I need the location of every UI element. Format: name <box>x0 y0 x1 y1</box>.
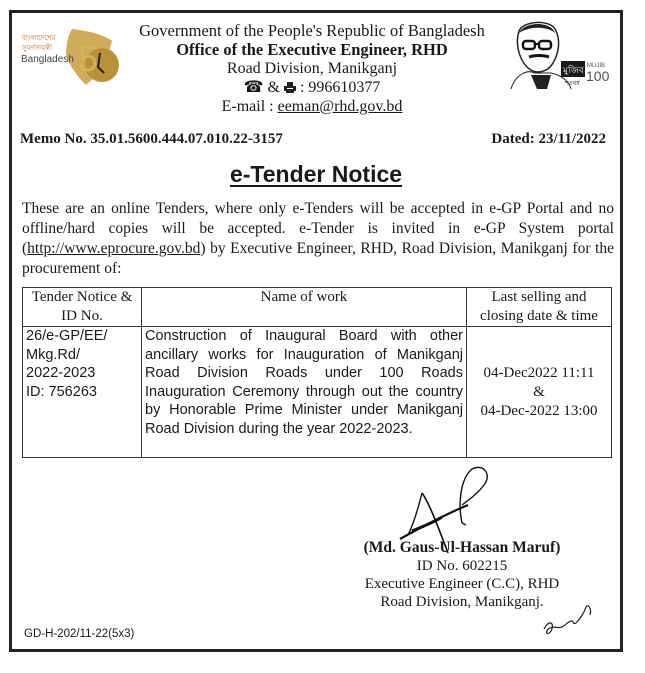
initial-signature-icon <box>540 599 600 639</box>
intro-paragraph <box>22 199 614 279</box>
mujib-100-logo-icon <box>505 19 610 91</box>
tender-id-cell <box>23 327 142 458</box>
svg-text:মুজিব: মুজিব <box>563 66 584 76</box>
tender-id-line: ID: 756263 <box>26 383 97 400</box>
svg-text:MUJIB: MUJIB <box>587 63 605 69</box>
eprocure-link[interactable]: http://www.eprocure.gov.bd <box>27 240 201 257</box>
selling-date: 04-Dec2022 11:11 <box>483 364 595 381</box>
phone-number: : 996610377 <box>299 79 381 96</box>
tender-id-line: Mkg.Rd/ <box>26 346 80 363</box>
email-link[interactable]: eeman@rhd.gov.bd <box>277 98 403 115</box>
svg-text:সুবর্ণজয়ন্তী: সুবর্ণজয়ন্তী <box>22 44 52 52</box>
email-line <box>112 97 512 116</box>
signer-office: Road Division, Manikganj. <box>380 594 544 610</box>
government-name: Government of the People's Republic of Bangladesh <box>139 21 485 40</box>
svg-text:শতবর্ষ: শতবর্ষ <box>565 80 580 87</box>
memo-date: Dated: 23/11/2022 <box>491 131 606 147</box>
intro-text-1: These are an online Tenders, where only e-Tenders will be accepted in e-GP Portal and no offline/hard copies will be accepted. e-Tender is invited in e-GP System portal ( <box>22 200 614 257</box>
header-work-name: Name of work <box>142 288 467 327</box>
intro-text-2: ) by Executive Engineer, RHD, Road Division, Manikganj for the procurement of: <box>22 240 614 277</box>
office-address-block <box>112 21 512 116</box>
signer-designation: Executive Engineer (C.C), RHD <box>364 576 560 592</box>
memo-number: Memo No. 35.01.5600.444.07.010.22-3157 <box>20 131 283 147</box>
footer-code: GD-H-202/11-22(5x3) <box>24 628 135 640</box>
signer-id: ID No. 602215 <box>416 558 508 574</box>
work-name-cell: Construction of Inaugural Board with other ancillary works for Inauguration of Manikganj Road Division Roads under 100 Roads Inauguration Ceremony through out the country by Honorable Prime Minister under Manikganj Road Division during the year 2022-2023. <box>142 327 467 458</box>
division-name: Road Division, Manikganj <box>226 60 398 77</box>
svg-text:5: 5 <box>78 38 99 79</box>
dates-cell <box>467 327 612 458</box>
header-dates: Last selling and closing date & time <box>467 288 612 327</box>
date-separator: & <box>533 383 545 400</box>
tender-id-line: 2022-2023 <box>26 365 96 381</box>
table-header-row <box>23 288 612 327</box>
signer-name: (Md. Gaus-Ul-Hassan Maruf) <box>363 539 561 556</box>
svg-text:100: 100 <box>586 68 610 84</box>
memo-row <box>20 131 606 148</box>
phone-separator: & <box>267 79 280 96</box>
table-row <box>23 327 612 458</box>
svg-text:বাংলাদেশের: বাংলাদেশের <box>22 34 56 42</box>
letterhead <box>12 13 620 123</box>
closing-date: 04-Dec-2022 13:00 <box>480 402 598 419</box>
office-name: Office of the Executive Engineer, RHD <box>176 40 448 59</box>
svg-text:Bangladesh: Bangladesh <box>21 54 74 65</box>
tender-id-line: 26/e-GP/EE/ <box>26 328 108 344</box>
header-tender-id: Tender Notice & ID No. <box>23 288 142 327</box>
phone-icon: ☎ <box>243 79 264 96</box>
fax-icon <box>284 79 296 90</box>
notice-title: e-Tender Notice <box>229 161 403 187</box>
notice-frame <box>9 10 623 652</box>
tender-table <box>22 287 612 458</box>
bangladesh-50-logo-icon <box>20 27 120 87</box>
phone-line <box>112 78 512 97</box>
email-label: E-mail : <box>221 98 278 115</box>
